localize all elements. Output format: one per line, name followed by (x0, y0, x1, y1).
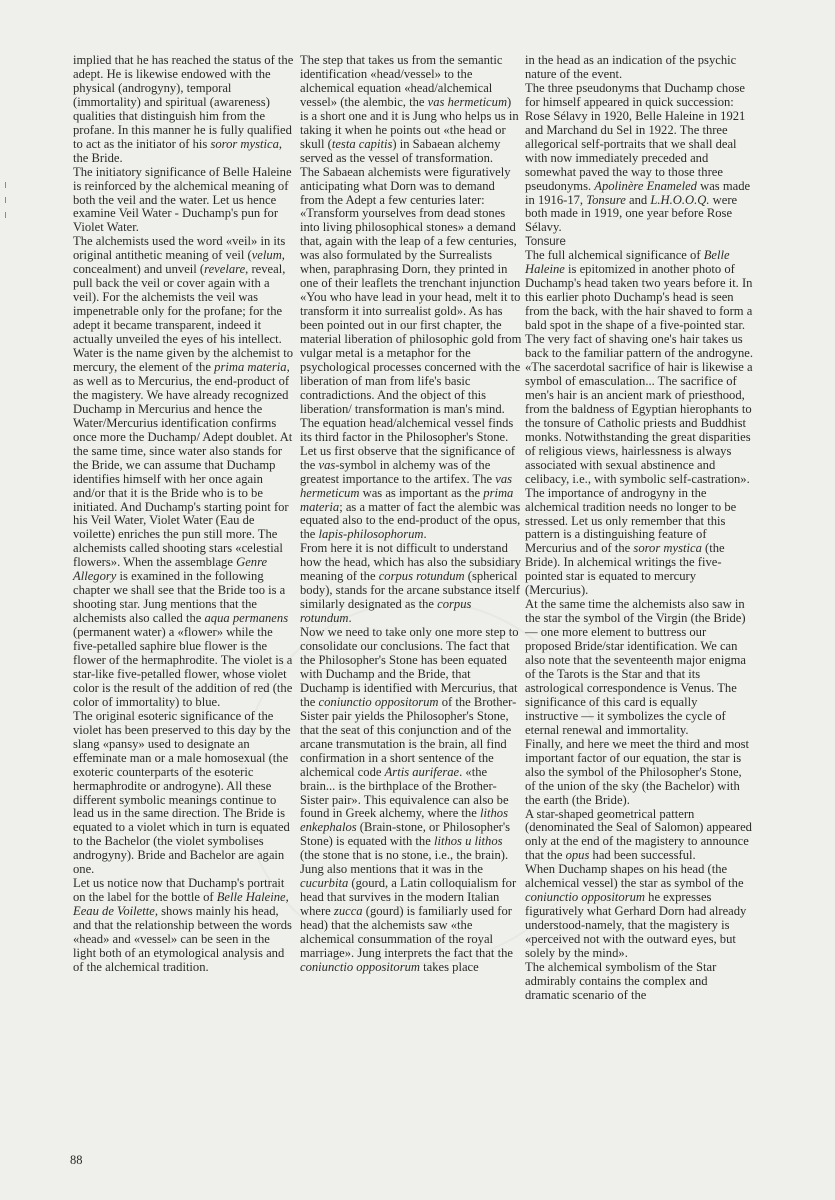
margin-mark (5, 197, 6, 203)
text-run: in the head as an indication of the psychic nature of the event. (525, 53, 737, 81)
text-run: had been successful. (589, 848, 696, 863)
paragraph (73, 235, 295, 347)
italic-term: Belle Haleine (525, 248, 730, 277)
italic-term: aqua permanens (204, 611, 289, 626)
italic-term: Genre Allegory (73, 555, 268, 584)
text-run: is epitomized in another photo of Duchamp's head taken two years before it. In this earlier photo Duchamp's head is seen from the back, with the hair shaved to form a bald spot in the shape of a five-pointed star. (525, 262, 753, 333)
italic-term: L.H.O.O.Q. (650, 192, 710, 207)
text-run: (the Bride). In alchemical writings the five-pointed star is equated to mercury (Mercurius). (525, 541, 725, 598)
italic-term: soror mystica (633, 541, 702, 556)
text-run: The Sabaean alchemists were figuratively anticipating what Dorn was to demand from the Adept a few centuries later: «Transform yourselves from dead stones into living philosophical stones» a demand that, again with the leap of a few centuries, was also formulated by the Surrealists when, paraphrasing Dorn, they printed in one of their leaflets the trenchant injunction «You who have lead in your head, melt it to transform it into surrealist gold». As has been pointed out in our first chapter, the material liberation of philosophic gold from vulgar metal is a metaphor for the psychological processes concerned with the liberation of man from life's basic contradictions. And the object of this liberation/ transformation is man's mind. (300, 164, 522, 416)
text-column-2 (300, 54, 522, 975)
text-run: Now we need to take only one more step to consolidate our conclusions. The fact that the Philosopher's Stone has been equated with Duchamp and the Bride, that Duchamp is identified with Mercurius, that the (300, 625, 519, 709)
text-run: , reveal, pull back the veil or cover again with a veil). For the alchemists the veil was impenetrable only for the profane; for the adept it became transparent, indeed it actually unveiled the eyes of his intellect. (73, 262, 286, 347)
text-run: ) is a short one and it is Jung who helps us in taking it when he points out «the head or skull ( (300, 94, 519, 151)
text-run: The very fact of shaving one's hair takes us back to the familiar pattern of the androgyne. «The sacerdotal sacrifice of hair is likewise a symbol of emasculation... The sacrifice of men's hair is an ancient mark of priesthood, from the baldness of Egyptian hierophants to the tonsure of Catholic priests and Buddhist monks. Notwithstanding the great disparities of religious views, hairlessness is always associated with sexual abstinence and celibacy, i.e., with symbolic self-castration». (525, 332, 753, 486)
text-run: implied that he has reached the status of the adept. He is likewise endowed with the physical (androgyny), temporal (immortality) and spiritual (awareness) qualities that distinguish him from the profane. In this manner he is fully qualified to act as the initiator of his (73, 53, 294, 151)
paragraph (525, 82, 753, 235)
italic-term: vas (318, 457, 336, 472)
text-run: of the Brother-Sister pair yields the Philosopher's Stone, that the seat of this conjunction and of the arcane transmutation is the brain, all find confirmation in a short sentence of the alchemical code (300, 694, 517, 779)
text-run: is examined in the following chapter we shall see that the Bride too is a shooting star. Jung mentions that the alchemists also called the (73, 569, 286, 626)
italic-term: lithos enkephalos (300, 806, 508, 835)
italic-term: Apolinère Enameled (594, 178, 697, 193)
paragraph (525, 333, 753, 486)
italic-term: velum (251, 248, 282, 263)
text-run: The three pseudonyms that Duchamp chose for himself appeared in quick succession: Rose Sélavy in 1920, Belle Haleine in 1921 and Marchand du Sel in 1922. The three allegorical self-portraits that we shall deal with now immediately preceded and somewhat paved the way to those three pseudonyms. (525, 80, 746, 193)
text-run: The alchemical symbolism of the Star admirably contains the complex and dramatic scenario of the (525, 960, 717, 1002)
text-run: , as well as to Mercurius, the end-product of the magistery. We have already recognized Duchamp in Mercurius and hence the Water/Mercurius identification confirms once more the Duchamp/ Adept doublet. At the same time, since water also stands for the Bride, we can assume that Duchamp identifies himself with her once again and/or that it is the Bride who is to be initiated. And Duchamp's starting point for his Veil Water, Violet Water (Eau de voilette) enriches the pun still more. The alchemists called shooting stars «celestial flowers». When the assemblage (73, 359, 293, 570)
italic-term: coniunctio oppositorum (525, 890, 645, 905)
text-run: Let us notice now that Duchamp's portrait on the label for the bottle of (73, 876, 285, 905)
text-run: The importance of androgyny in the alchemical tradition needs no longer to be stressed. Let us only remember that this pattern is a distinguishing feature of Mercurius and of the (525, 485, 737, 556)
text-run: . (423, 527, 427, 542)
text-run: (Brain-stone, or Philosopher's Stone) is equated with the (300, 820, 511, 849)
paragraph (525, 598, 753, 738)
paragraph (300, 54, 522, 166)
text-run: When Duchamp shapes on his head (the alchemical vessel) the star as symbol of the (525, 862, 744, 891)
paragraph (73, 710, 295, 877)
text-run: . «the brain... is the birthplace of the Brother-Sister pair». This equivalence can also be found in Greek alchemy, where the (300, 764, 509, 821)
text-run: The alchemists used the word «veil» in its original antithetic meaning of veil ( (73, 234, 286, 263)
italic-term: Artis auriferae (384, 764, 460, 779)
paragraph (300, 417, 522, 543)
italic-term: coniunctio oppositorum (318, 694, 439, 709)
italic-term: soror mystica (210, 136, 279, 151)
paragraph (525, 863, 753, 961)
paragraph (300, 166, 522, 417)
italic-term: vas hermeticum (427, 94, 508, 109)
italic-term: zucca (333, 904, 363, 919)
italic-term: prima materia (300, 485, 514, 514)
text-run: he expresses figuratively what Gerhard Dorn had already understood-namely, that the magistery is «perceived not with the outward eyes, but solely by the mind». (525, 890, 747, 961)
text-run: (gourd, a Latin colloquialism for head that survives in the modern Italian where (300, 876, 517, 919)
text-run: takes place (420, 959, 479, 974)
italic-term: corpus rotundum (378, 569, 465, 584)
text-run: was as important as the (359, 485, 484, 500)
paragraph (525, 808, 753, 864)
text-run: Finally, and here we meet the third and most important factor of our equation, the star is also the symbol of the Philosopher's Stone, of the union of the sky (the Bachelor) with the earth (the Bride). (525, 736, 750, 807)
text-run: shows mainly his head, and that the relationship between the words «head» and «vessel» can be seen in the light both of an etymological analysis and of the alchemical tradition. (73, 904, 292, 974)
paragraph (73, 166, 295, 236)
text-run: (gourd) is familiarly used for head) that the alchemists saw «the alchemical consummation of the royal marriage». Jung interprets the fact that the (300, 904, 513, 960)
paragraph (525, 961, 753, 1003)
text-run: At the same time the alchemists also saw in the star the symbol of the Virgin (the Bride) — one more element to buttress our proposed Bride/star identification. We can also note that the seventeenth major enigma of the Tarots is the Star and that its astrological correspondence is Venus. The significance of this card is equally instructive — it symbolizes the cycle of eternal renewal and immortality. (525, 597, 747, 737)
paragraph (525, 738, 753, 808)
text-run: ; as a matter of fact the alembic was equated also to the end-product of the opus, the (300, 499, 521, 542)
paragraph (525, 54, 753, 82)
paragraph (525, 249, 753, 333)
text-run: (permanent water) a «flower» while the five-petalled saphire blue flower is the flower of the hermaphrodite. The violet is a star-like five-petalled flower, whose violet color is the result of the addition of red (the color of immortality) to blue. (73, 625, 293, 709)
italic-term: vas hermeticum (300, 471, 513, 500)
text-run: . (348, 611, 352, 626)
text-run: (the stone that is no stone, i.e., the brain). Jung also mentions that it was in the (300, 848, 509, 877)
section-heading: Tonsure (525, 236, 566, 249)
italic-term: testa capitis (331, 136, 393, 151)
text-run: -symbol in alchemy was of the greatest importance to the artifex. The (300, 457, 496, 486)
text-run: ) in Sabaean alchemy served as the vessel of transformation. (300, 136, 501, 165)
page-number: 88 (70, 1153, 83, 1167)
text-run: (spherical body), stands for the arcane substance itself similarly designated as the (300, 569, 520, 612)
text-run: The initiatory significance of Belle Haleine is reinforced by the alchemical meaning of both the veil and the water. Let us hence examine Veil Water - Duchamp's pun for Violet Water. (73, 164, 292, 235)
margin-mark (5, 182, 6, 188)
italic-term: Tonsure (586, 192, 626, 207)
italic-term: Belle Haleine, Eeau de Voilette, (73, 890, 289, 919)
text-run: , concealment) and unveil ( (73, 248, 285, 277)
paragraph (300, 626, 522, 975)
italic-term: lapis-philosophorum (318, 527, 424, 542)
paragraph (73, 347, 295, 710)
text-run: The full alchemical significance of (525, 248, 704, 263)
text-run: The original esoteric significance of the violet has been preserved to this day by the slang «pansy» used to designate an effeminate man or a male homosexual (the exoteric counterparts of the esoteric hermaphrodite or androgyne). All these different symbolic meanings continue to lead us in the same direction. The Bride is equated to a violet which in turn is equated to the Bachelor (the violet symbolises androgyny). Bride and Bachelor are again one. (73, 708, 291, 877)
text-run: The equation head/alchemical vessel finds its third factor in the Philosopher's Stone. Let us first observe that the significance of the (300, 415, 516, 472)
italic-term: prima materia (214, 359, 287, 374)
italic-term: revelare (204, 262, 246, 277)
italic-term: opus (565, 848, 590, 863)
paragraph (73, 54, 295, 166)
italic-term: corpus rotundum (300, 597, 472, 626)
italic-term: cucurbita (300, 876, 349, 891)
italic-term: lithos u lithos (433, 834, 503, 849)
text-run: and (625, 192, 651, 207)
text-column-3 (525, 54, 753, 1003)
text-run: A star-shaped geometrical pattern (denominated the Seal of Salomon) appeared only at the end of the magistery to announce that the (525, 806, 752, 863)
text-run: , the Bride. (73, 136, 283, 165)
text-run: Water is the name given by the alchemist to mercury, the element of the (73, 346, 294, 374)
margin-mark (5, 212, 6, 218)
paragraph (525, 487, 753, 599)
text-run: From here it is not difficult to understand how the head, which has also the subsidiary meaning of the (300, 541, 522, 584)
text-column-1 (73, 54, 295, 975)
italic-term: coniunctio oppositorum (300, 959, 420, 974)
paragraph (73, 877, 295, 975)
paragraph (300, 542, 522, 626)
text-run: were both made in 1919, one year before Rose Sélavy. (525, 192, 738, 235)
text-run: The step that takes us from the semantic identification «head/vessel» to the alchemical equation «head/alchemical vessel» (the alembic, the (300, 53, 503, 109)
text-run: was made in 1916-17, (525, 178, 751, 207)
